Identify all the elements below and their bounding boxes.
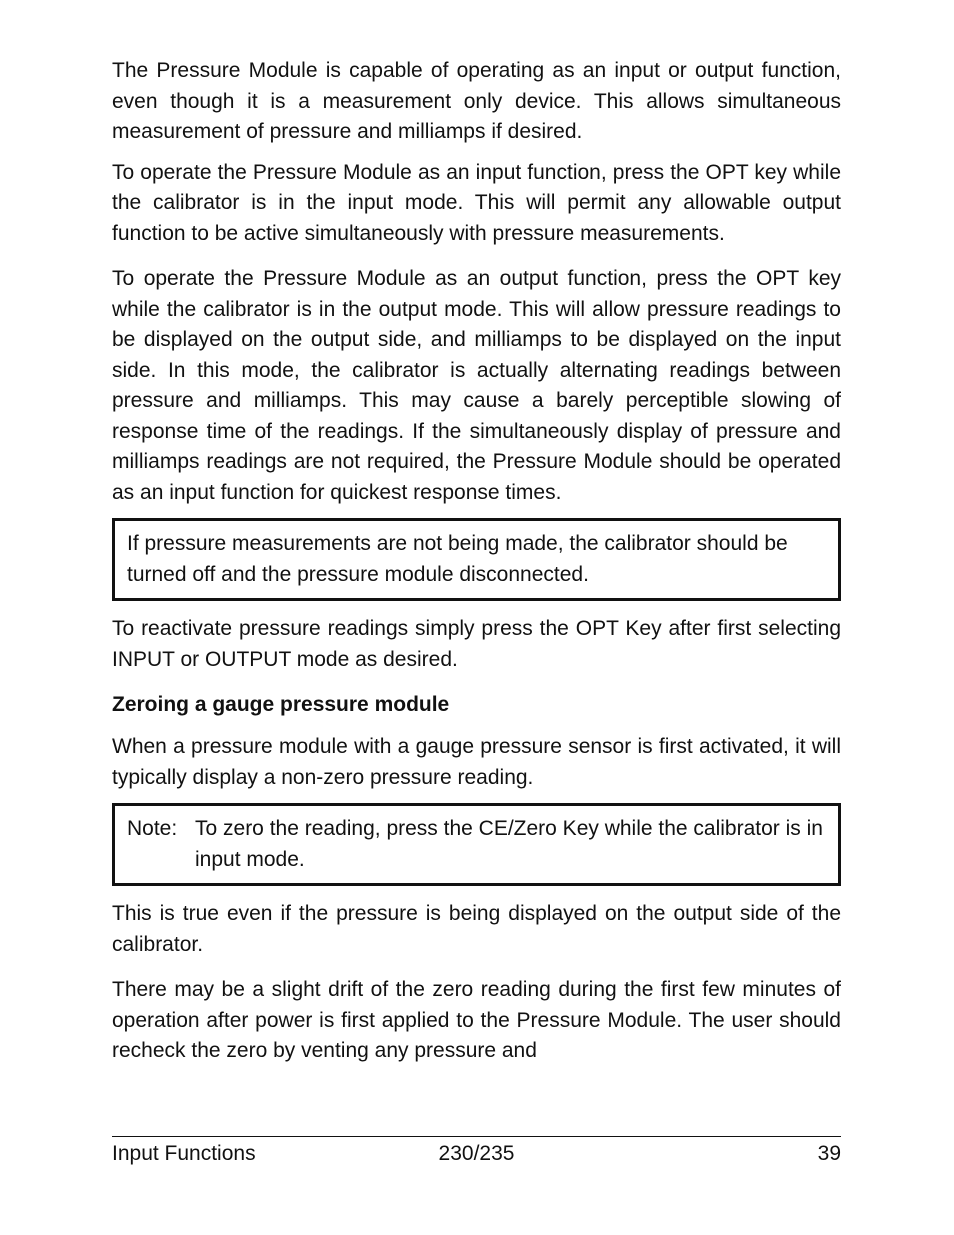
section-heading: Zeroing a gauge pressure module xyxy=(112,693,450,716)
paragraph-gauge-activation: When a pressure module with a gauge pressure sensor is first activated, it will typically display a non-zero pressure reading. xyxy=(112,735,841,789)
caution-text: If pressure measurements are not being made, the calibrator should be turned off and the pressure module disconnected. xyxy=(127,532,788,586)
note xyxy=(127,814,826,875)
footer-page-number: 39 xyxy=(817,1142,841,1165)
note-text: To zero the reading, press the CE/Zero Key while the calibrator is in input mode. xyxy=(195,817,823,871)
page-content xyxy=(112,56,841,1082)
footer-section-title: Input Functions xyxy=(112,1142,256,1165)
paragraph-operating-modes: The Pressure Module is capable of operating as an input or output function, even though it is a measurement only device. This allows simultaneous measurement of pressure and milliamps if desired. xyxy=(112,59,841,143)
paragraph-zero-drift: There may be a slight drift of the zero reading during the first few minutes of operation after power is first applied to the Pressure Module. The user should recheck the zero by venting any pressure and xyxy=(112,978,841,1062)
page-footer xyxy=(112,1136,841,1169)
paragraph-output-side: This is true even if the pressure is being displayed on the output side of the calibrator. xyxy=(112,902,841,956)
note-label: Note: xyxy=(127,817,178,840)
note-box xyxy=(112,803,841,886)
paragraph-reactivate: To reactivate pressure readings simply press the OPT Key after first selecting INPUT or OUTPUT mode as desired. xyxy=(112,617,841,671)
caution-box xyxy=(112,518,841,601)
paragraph-output-function: To operate the Pressure Module as an output function, press the OPT key while the calibrator is in the output mode. This will allow pressure readings to be displayed on the output side, and milliamps to be displayed on the input side. In this mode, the calibrator is actually alternating readings between pressure and milliamps. This may cause a barely perceptible slowing of response time of the readings. If the simultaneously display of pressure and milliamps readings are not required, the Pressure Module should be operated as an input function for quickest response times. xyxy=(112,267,841,504)
paragraph-input-function: To operate the Pressure Module as an input function, press the OPT key while the calibrator is in the input mode. This will permit any allowable output function to be active simultaneously with pressure measurements. xyxy=(112,160,841,245)
footer-model: 230/235 xyxy=(438,1142,515,1165)
